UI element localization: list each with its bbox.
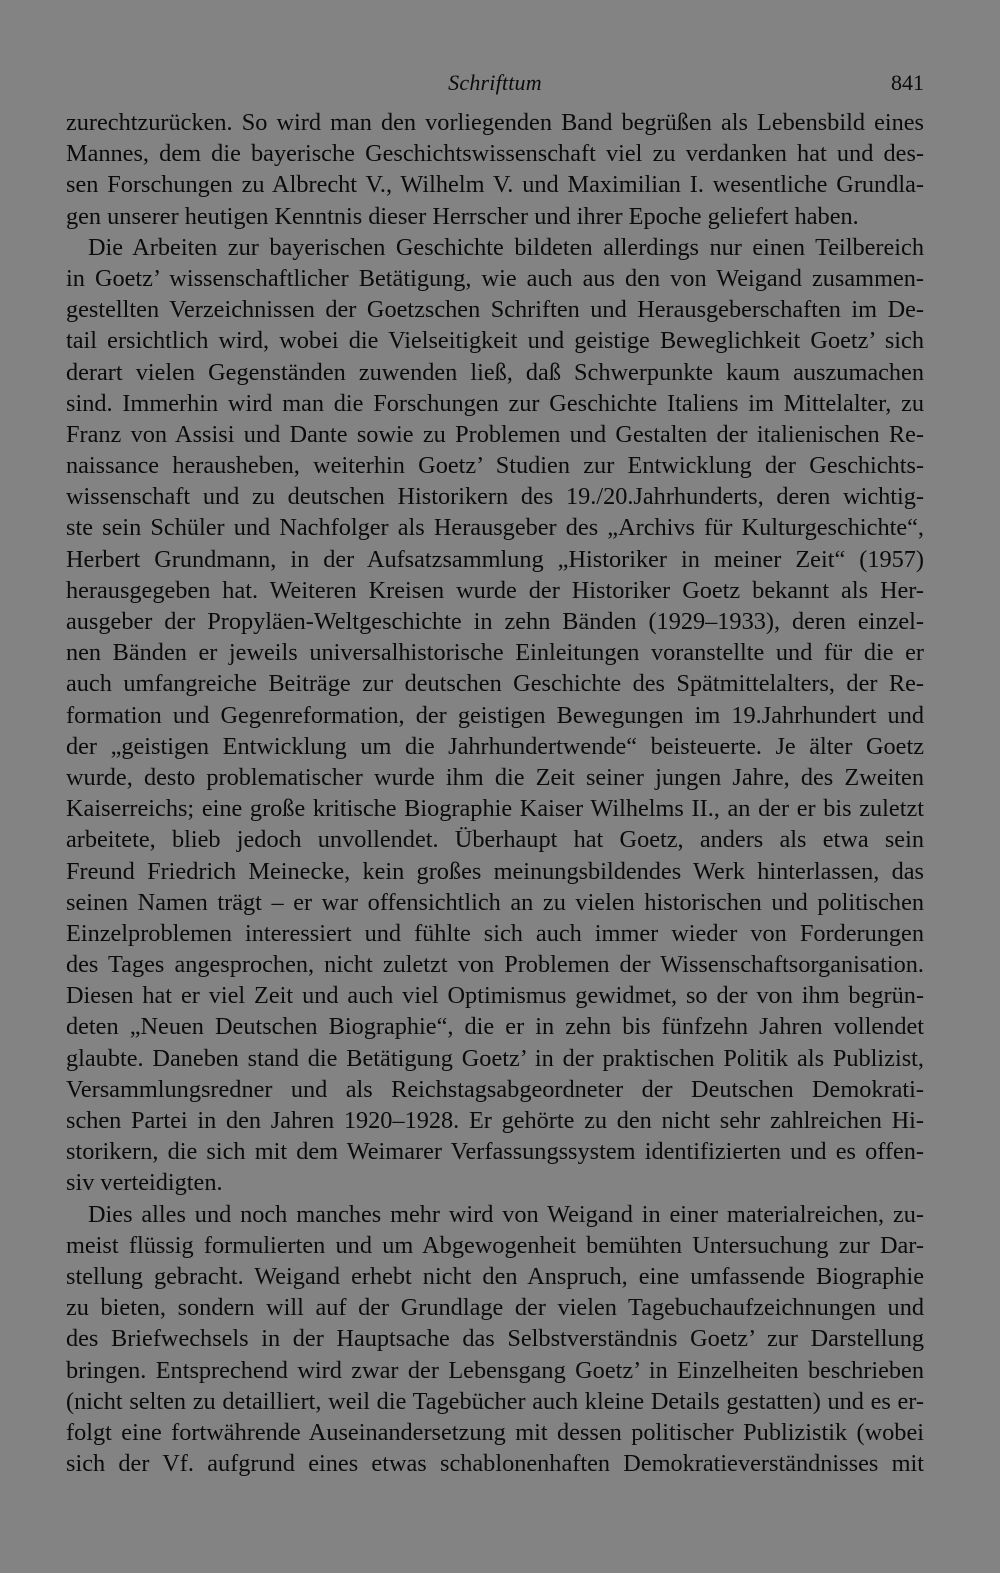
text-line: storikern, die sich mit dem Weimarer Verfassungssystem identifizierten und es offen- [66,1138,924,1166]
text-line: bringen. Entsprechend wird zwar der Lebensgang Goetz’ in Einzelheiten beschrieben [66,1356,924,1384]
text-line: schen Partei in den Jahren 1920–1928. Er gehörte zu den nicht sehr zahlreichen Hi- [66,1107,924,1134]
text-line: zu bieten, sondern will auf der Grundlage der vielen Tagebuchaufzeichnungen und [66,1294,924,1322]
paragraph [66,1199,924,1480]
text-line: herausgegeben hat. Weiteren Kreisen wurde der Historiker Goetz bekannt als Her- [66,576,924,604]
text-line: folgt eine fortwährende Auseinandersetzung mit dessen politischer Publizistik (wobei [66,1418,924,1446]
text-line: Kaiserreichs; eine große kritische Biographie Kaiser Wilhelms II., an der er bis zuletzt [66,795,924,823]
body-text [66,107,924,1479]
text-line: Mannes, dem die bayerische Geschichtswissenschaft viel zu verdanken hat und des- [66,140,924,168]
text-line: sind. Immerhin wird man die Forschungen zur Geschichte Italiens im Mittelalter, zu [66,389,924,417]
text-line: sich der Vf. aufgrund eines etwas schablonenhaften Demokratieverständnisses mit [66,1450,924,1478]
running-head-title: Schrifttum [448,70,542,95]
text-line: glaubte. Daneben stand die Betätigung Goetz’ in der praktischen Politik als Publizist, [66,1044,924,1072]
text-line: Einzelproblemen interessiert und fühlte sich auch immer wieder von Forderungen [66,919,924,947]
text-line: meist flüssig formulierten und um Abgewogenheit bemühten Untersuchung zur Dar- [66,1231,924,1259]
text-line: deten „Neuen Deutschen Biographie“, die er in zehn bis fünfzehn Jahren vollendet [66,1013,924,1041]
text-line: Diesen hat er viel Zeit und auch viel Optimismus gewidmet, so der von ihm begrün- [66,982,924,1010]
text-line: des Briefwechsels in der Hauptsache das Selbstverständnis Goetz’ zur Darstellung [66,1325,924,1353]
text-line: siv verteidigten. [66,1169,223,1197]
paragraph [66,107,924,232]
text-line: derart vielen Gegenständen zuwenden ließ, daß Schwerpunkte kaum auszumachen [66,358,924,386]
text-line: in Goetz’ wissenschaftlicher Betätigung, wie auch aus den von Weigand zusammen- [66,264,924,292]
text-line: Versammlungsredner und als Reichstagsabgeordneter der Deutschen Demokrati- [66,1075,924,1103]
book-page [66,64,924,1479]
text-line: wurde, desto problematischer wurde ihm die Zeit seiner jungen Jahre, des Zweiten [66,763,924,791]
running-head [66,64,924,104]
text-line: gestellten Verzeichnissen der Goetzschen Schriften und Herausgeberschaften im De- [66,296,924,324]
text-line: sen Forschungen zu Albrecht V., Wilhelm V. und Maximilian I. wesentliche Grundla- [66,171,924,199]
text-line: zurechtzurücken. So wird man den vorliegenden Band begrüßen als Lebensbild eines [66,109,924,136]
text-line: auch umfangreiche Beiträge zur deutschen Geschichte des Spätmittelalters, der Re- [66,670,924,698]
paragraph [66,232,924,1199]
text-line: tail ersichtlich wird, wobei die Vielseitigkeit und geistige Beweglichkeit Goetz’ sich [66,327,924,355]
text-line: nen Bänden er jeweils universalhistorische Einleitungen voranstellte und für die er [66,639,924,667]
text-line: naissance herausheben, weiterhin Goetz’ Studien zur Entwicklung der Geschichts- [66,452,924,480]
page-number: 841 [891,70,924,95]
text-line: Freund Friedrich Meinecke, kein großes meinungsbildendes Werk hinterlassen, das [66,857,924,885]
text-line: Franz von Assisi und Dante sowie zu Problemen und Gestalten der italienischen Re- [66,420,924,448]
text-line: Herbert Grundmann, in der Aufsatzsammlung „Historiker in meiner Zeit“ (1957) [66,545,924,573]
text-line: wissenschaft und zu deutschen Historikern des 19./20.Jahrhunderts, deren wichtig- [66,483,924,511]
text-line: arbeitete, blieb jedoch unvollendet. Überhaupt hat Goetz, anders als etwa sein [66,826,924,854]
text-line: formation und Gegenreformation, der geistigen Bewegungen im 19.Jahrhundert und [66,701,924,729]
text-line: Dies alles und noch manches mehr wird von Weigand in einer materialreichen, zu- [88,1200,924,1228]
text-line: gen unserer heutigen Kenntnis dieser Herrscher und ihrer Epoche geliefert haben. [66,202,859,230]
text-line: stellung gebracht. Weigand erhebt nicht den Anspruch, eine umfassende Biographie [66,1262,924,1290]
text-line: ste sein Schüler und Nachfolger als Herausgeber des „Archivs für Kulturgeschichte“, [66,514,924,542]
text-line: der „geistigen Entwicklung um die Jahrhundertwende“ beisteuerte. Je älter Goetz [66,732,924,760]
text-line: Die Arbeiten zur bayerischen Geschichte bildeten allerdings nur einen Teilbereich [88,233,924,261]
text-line: des Tages angesprochen, nicht zuletzt von Problemen der Wissenschaftsorganisation. [66,951,924,979]
text-line: ausgeber der Propyläen-Weltgeschichte in zehn Bänden (1929–1933), deren einzel- [66,608,924,635]
text-line: seinen Namen trägt – er war offensichtlich an zu vielen historischen und politischen [66,888,924,916]
text-line: (nicht selten zu detailliert, weil die Tagebücher auch kleine Details gestatten) und es er- [66,1387,924,1415]
